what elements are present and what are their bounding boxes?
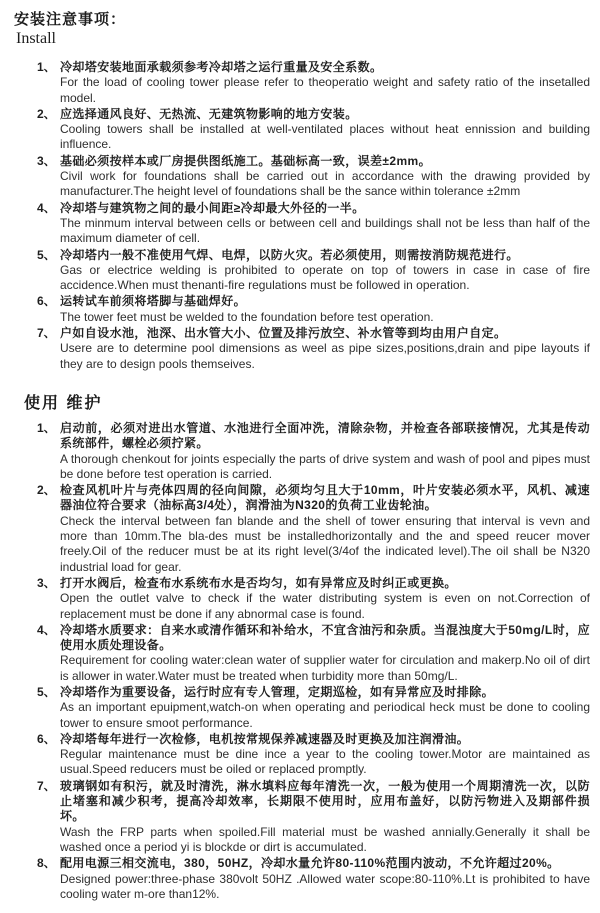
item-number: 8、 xyxy=(37,856,56,871)
spacer xyxy=(14,48,590,60)
item-text-en: Wash the FRP parts when spoiled.Fill material must be washed annially.Generally it shall be washed once a period yi is blockde or dirt is accumulated. xyxy=(60,824,590,854)
install-item-6 xyxy=(14,294,590,325)
install-item-4 xyxy=(14,201,590,247)
usage-item-3 xyxy=(14,576,590,622)
item-text-cn: 冷却塔安装地面承载须参考冷却塔之运行重量及安全系数。 xyxy=(60,60,383,74)
install-item-1 xyxy=(14,60,590,106)
item-number: 7、 xyxy=(37,326,56,341)
item-number: 2、 xyxy=(37,106,56,121)
item-text-cn: 冷却塔水质要求：自来水或清作循环和补给水，不宜含油污和杂质。当混浊度大于50mg/L时，应使用水质处理设备。 xyxy=(60,622,590,653)
item-number: 3、 xyxy=(37,575,56,590)
usage-item-7 xyxy=(14,779,590,855)
item-number: 4、 xyxy=(37,622,56,637)
item-text-cn: 应选择通风良好、无热流、无建筑物影响的地方安装。 xyxy=(60,106,358,121)
usage-item-2 xyxy=(14,483,590,575)
usage-item-8 xyxy=(14,856,590,902)
item-number: 2、 xyxy=(37,483,56,498)
install-item-3 xyxy=(14,154,590,200)
usage-section-title-cn: 使用 维护 xyxy=(24,394,103,412)
item-number: 7、 xyxy=(37,778,56,793)
item-text-en: For the load of cooling tower please refer to theoperatio weight and safety ratio of the insetalled model. xyxy=(60,75,590,105)
item-text-en: As an important epuipment,watch-on when operating and periodical heck must be done to cooling tower to ensure smoot performance. xyxy=(60,700,590,730)
item-text-cn: 冷却塔内一般不准使用气焊、电焊，以防火灾。若必须使用，则需按消防规范进行。 xyxy=(60,247,519,262)
item-text-cn: 户如自设水池，池深、出水管大小、位置及排污放空、补水管等到均由用户自定。 xyxy=(60,326,507,341)
item-text-cn: 基础必须按样本或厂房提供图纸施工。基础标高一致，误差±2mm。 xyxy=(60,153,432,168)
usage-item-5 xyxy=(14,685,590,731)
install-section-title-cn: 安装注意事项： xyxy=(14,11,127,28)
usage-item-1 xyxy=(14,421,590,482)
item-text-cn: 打开水阀后，检查布水系统布水是否均匀，如有异常应及时纠正或更换。 xyxy=(60,575,457,590)
usage-item-6 xyxy=(14,732,590,778)
item-text-en: Cooling towers shall be installed at well-ventilated places without heat ennission and building influence. xyxy=(60,122,590,152)
install-item-5 xyxy=(14,248,590,294)
item-text-en: The tower feet must be welded to the foundation before test operation. xyxy=(60,309,434,324)
item-text-cn: 玻璃钢如有积污，就及时清洗，淋水填料应每年清洗一次，一般为使用一个周期清洗一次，以防止堵塞和减少积考，提高冷却效率，长期限不使用时，应用布盖好，以防污物进入及期部件损坏。 xyxy=(60,778,590,824)
item-text-en: Requirement for cooling water:clean water of supplier water for circulation and makerp.No oil of dirt is allower in water.Water must be treated when turbidity more than 50mg/L. xyxy=(60,653,590,683)
item-number: 1、 xyxy=(37,420,56,435)
item-text-cn: 检查风机叶片与壳体四周的径向间隙，必须均匀且大于10mm，叶片安装必须水平，风机、减速器油位符合要求（油标高3/4处），润滑油为N320的负荷工业齿轮油。 xyxy=(60,483,590,513)
item-text-en: Open the outlet valve to check if the water distributing system is even on not.Correction of replacement must be done if any abnormal case is found. xyxy=(60,591,590,621)
item-number: 6、 xyxy=(37,294,56,309)
item-text-cn: 冷却塔与建筑物之间的最小间距≥冷却最大外径的一半。 xyxy=(60,200,365,215)
item-text-cn: 冷却塔作为重要设备，运行时应有专人管理，定期巡检，如有异常应及时排除。 xyxy=(60,684,495,699)
install-section-title-en: Install xyxy=(16,30,56,47)
item-text-en: Civil work for foundations shall be carried out in accordance with the drawing provided by manufacturer.The height level of foundations shall be the sance within tolerance ±2mm xyxy=(60,169,590,199)
item-text-en: Check the interval between fan blande and the shell of tower ensuring that interval is vevn and more than 10mm.The bla-des must be installedhorizontally and the and speed reucer mover freely.Oil of the reducer must be at its right level(3/4of the indicated level).The oil shall be N320 industrial load for gear. xyxy=(60,513,590,574)
item-text-cn: 启动前，必须对进出水管道、水池进行全面冲洗，清除杂物，并检查各部联接情况，尤其是传动系统部件，螺栓必须拧紧。 xyxy=(60,420,590,451)
item-number: 5、 xyxy=(37,684,56,699)
item-text-en: The minmum interval between cells or between cell and buildings shall not be less than half of the maximum diameter of cell. xyxy=(60,215,590,246)
item-number: 5、 xyxy=(37,247,56,262)
item-text-en: A thorough chenkout for joints especially the parts of drive system and wash of pool and pipes must be done before test operation is carried. xyxy=(60,451,590,481)
item-text-cn: 冷却塔每年进行一次检修，电机按常规保养减速器及时更换及加注润滑油。 xyxy=(60,731,470,746)
install-item-2 xyxy=(14,107,590,153)
item-text-cn: 配用电源三相交流电，380，50HZ，冷却水量允许80-110%范围内波动，不允许超过20%。 xyxy=(60,856,560,871)
item-text-en: Designed power:three-phase 380volt 50HZ .Allowed water scope:80-110%.Lt is prohibited to have cooling water m-ore than12%. xyxy=(60,871,590,901)
item-text-en: Regular maintenance must be dine ince a year to the cooling tower.Motor are maintained as usual.Speed reducers must be oiled or replaced promptly. xyxy=(60,747,590,777)
item-number: 6、 xyxy=(37,731,56,746)
manual-page xyxy=(14,8,590,902)
item-text-en: Gas or electrice welding is prohibited to operate on top of towers in case in case of fire accidence.When must thenanti-fire regulations must be followed in operation. xyxy=(60,262,590,293)
item-text-cn: 运转试车前须将塔脚与基础焊好。 xyxy=(60,294,247,309)
install-item-7 xyxy=(14,326,590,372)
item-number: 4、 xyxy=(37,200,56,215)
item-text-en: Usere are to determine pool dimensions as weel as pipe sizes,positions,drain and pipe layouts if they are to design pools themseives. xyxy=(60,341,590,371)
item-number: 3、 xyxy=(37,153,56,168)
usage-item-4 xyxy=(14,623,590,684)
item-number: 1、 xyxy=(37,60,56,74)
